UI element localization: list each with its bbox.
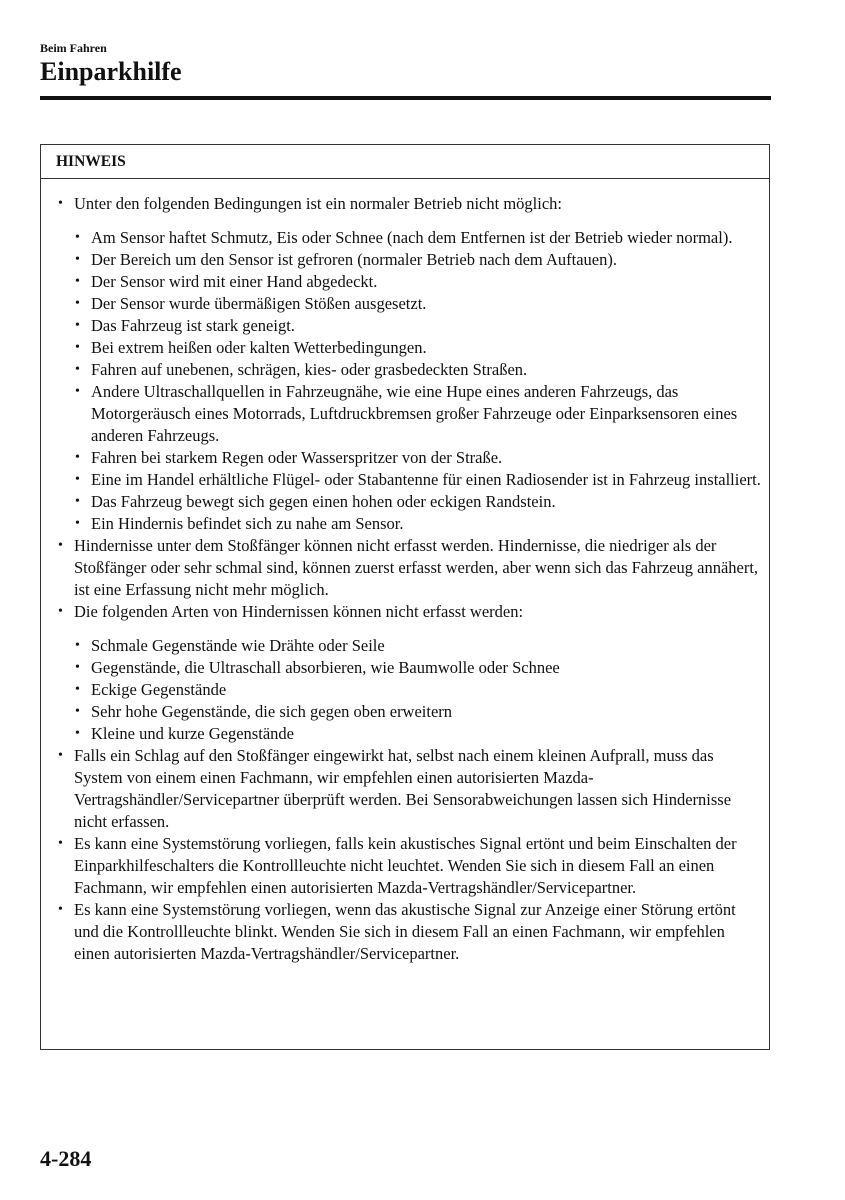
obstacle-item: • Kleine und kurze Gegenstände	[74, 723, 761, 745]
condition-item: • Am Sensor haftet Schmutz, Eis oder Schnee (nach dem Entfernen ist der Betrieb wieder normal).	[74, 227, 761, 249]
obstacle-list	[74, 635, 761, 745]
condition-item: • Andere Ultraschallquellen in Fahrzeugnähe, wie eine Hupe eines anderen Fahrzeugs, das Motorgeräusch eines Motorrads, Luftdruckbremsen großer Fahrzeuge oder Einparksensoren eines anderen Fahrzeugs.	[74, 381, 761, 447]
condition-item: • Bei extrem heißen oder kalten Wetterbedingungen.	[74, 337, 761, 359]
condition-item: • Der Bereich um den Sensor ist gefroren (normaler Betrieb nach dem Auftauen).	[74, 249, 761, 271]
notice-item	[57, 601, 761, 745]
notice-item: • Falls ein Schlag auf den Stoßfänger eingewirkt hat, selbst nach einem kleinen Aufprall, muss das System von einem einen Fachmann, wir empfehlen einen autorisierten Mazda-Vertragshändler/Servicepartner überprüft werden. Bei Sensorabweichungen lassen sich Hindernisse nicht erfassen.	[57, 745, 761, 833]
condition-item: • Der Sensor wurde übermäßigen Stößen ausgesetzt.	[74, 293, 761, 315]
notice-item: • Es kann eine Systemstörung vorliegen, wenn das akustische Signal zur Anzeige einer Störung ertönt und die Kontrollleuchte blinkt. Wenden Sie sich in diesem Fall an einen Fachmann, wir empfehlen einen autorisierten Mazda-Vertragshändler/Servicepartner.	[57, 899, 761, 965]
obstacle-item: • Gegenstände, die Ultraschall absorbieren, wie Baumwolle oder Schnee	[74, 657, 761, 679]
notice-box	[40, 144, 770, 1050]
condition-item: • Eine im Handel erhältliche Flügel- oder Stabantenne für einen Radiosender ist in Fahrzeug installiert.	[74, 469, 761, 491]
page-title: Einparkhilfe	[40, 57, 182, 86]
condition-list	[74, 227, 761, 535]
condition-item: • Das Fahrzeug bewegt sich gegen einen hohen oder eckigen Randstein.	[74, 491, 761, 513]
obstacle-item: • Eckige Gegenstände	[74, 679, 761, 701]
notice-item	[57, 193, 761, 535]
section-label: Beim Fahren	[40, 41, 107, 55]
condition-item: • Ein Hindernis befindet sich zu nahe am Sensor.	[74, 513, 761, 535]
notice-list	[57, 193, 761, 965]
condition-item: • Das Fahrzeug ist stark geneigt.	[74, 315, 761, 337]
condition-item: • Fahren bei starkem Regen oder Wasserspritzer von der Straße.	[74, 447, 761, 469]
notice-body	[41, 179, 769, 965]
obstacle-item: • Schmale Gegenstände wie Drähte oder Seile	[74, 635, 761, 657]
title-rule	[40, 96, 771, 100]
notice-item: • Hindernisse unter dem Stoßfänger können nicht erfasst werden. Hindernisse, die niedriger als der Stoßfänger oder sehr schmal sind, können zuerst erfasst werden, aber wenn sich das Fahrzeug annähert, ist eine Erfassung nicht mehr möglich.	[57, 535, 761, 601]
notice-item-text: Unter den folgenden Bedingungen ist ein normaler Betrieb nicht möglich:	[74, 194, 562, 213]
notice-item-text: Die folgenden Arten von Hindernissen können nicht erfasst werden:	[74, 602, 524, 621]
condition-item: • Fahren auf unebenen, schrägen, kies- oder grasbedeckten Straßen.	[74, 359, 761, 381]
condition-item: • Der Sensor wird mit einer Hand abgedeckt.	[74, 271, 761, 293]
obstacle-item: • Sehr hohe Gegenstände, die sich gegen oben erweitern	[74, 701, 761, 723]
notice-item: • Es kann eine Systemstörung vorliegen, falls kein akustisches Signal ertönt und beim Einschalten der Einparkhilfeschalters die Kontrollleuchte nicht leuchtet. Wenden Sie sich in diesem Fall an einen Fachmann, wir empfehlen einen autorisierten Mazda-Vertragshändler/Servicepartner.	[57, 833, 761, 899]
page-number: 4-284	[40, 1146, 92, 1171]
notice-title: HINWEIS	[41, 145, 769, 179]
